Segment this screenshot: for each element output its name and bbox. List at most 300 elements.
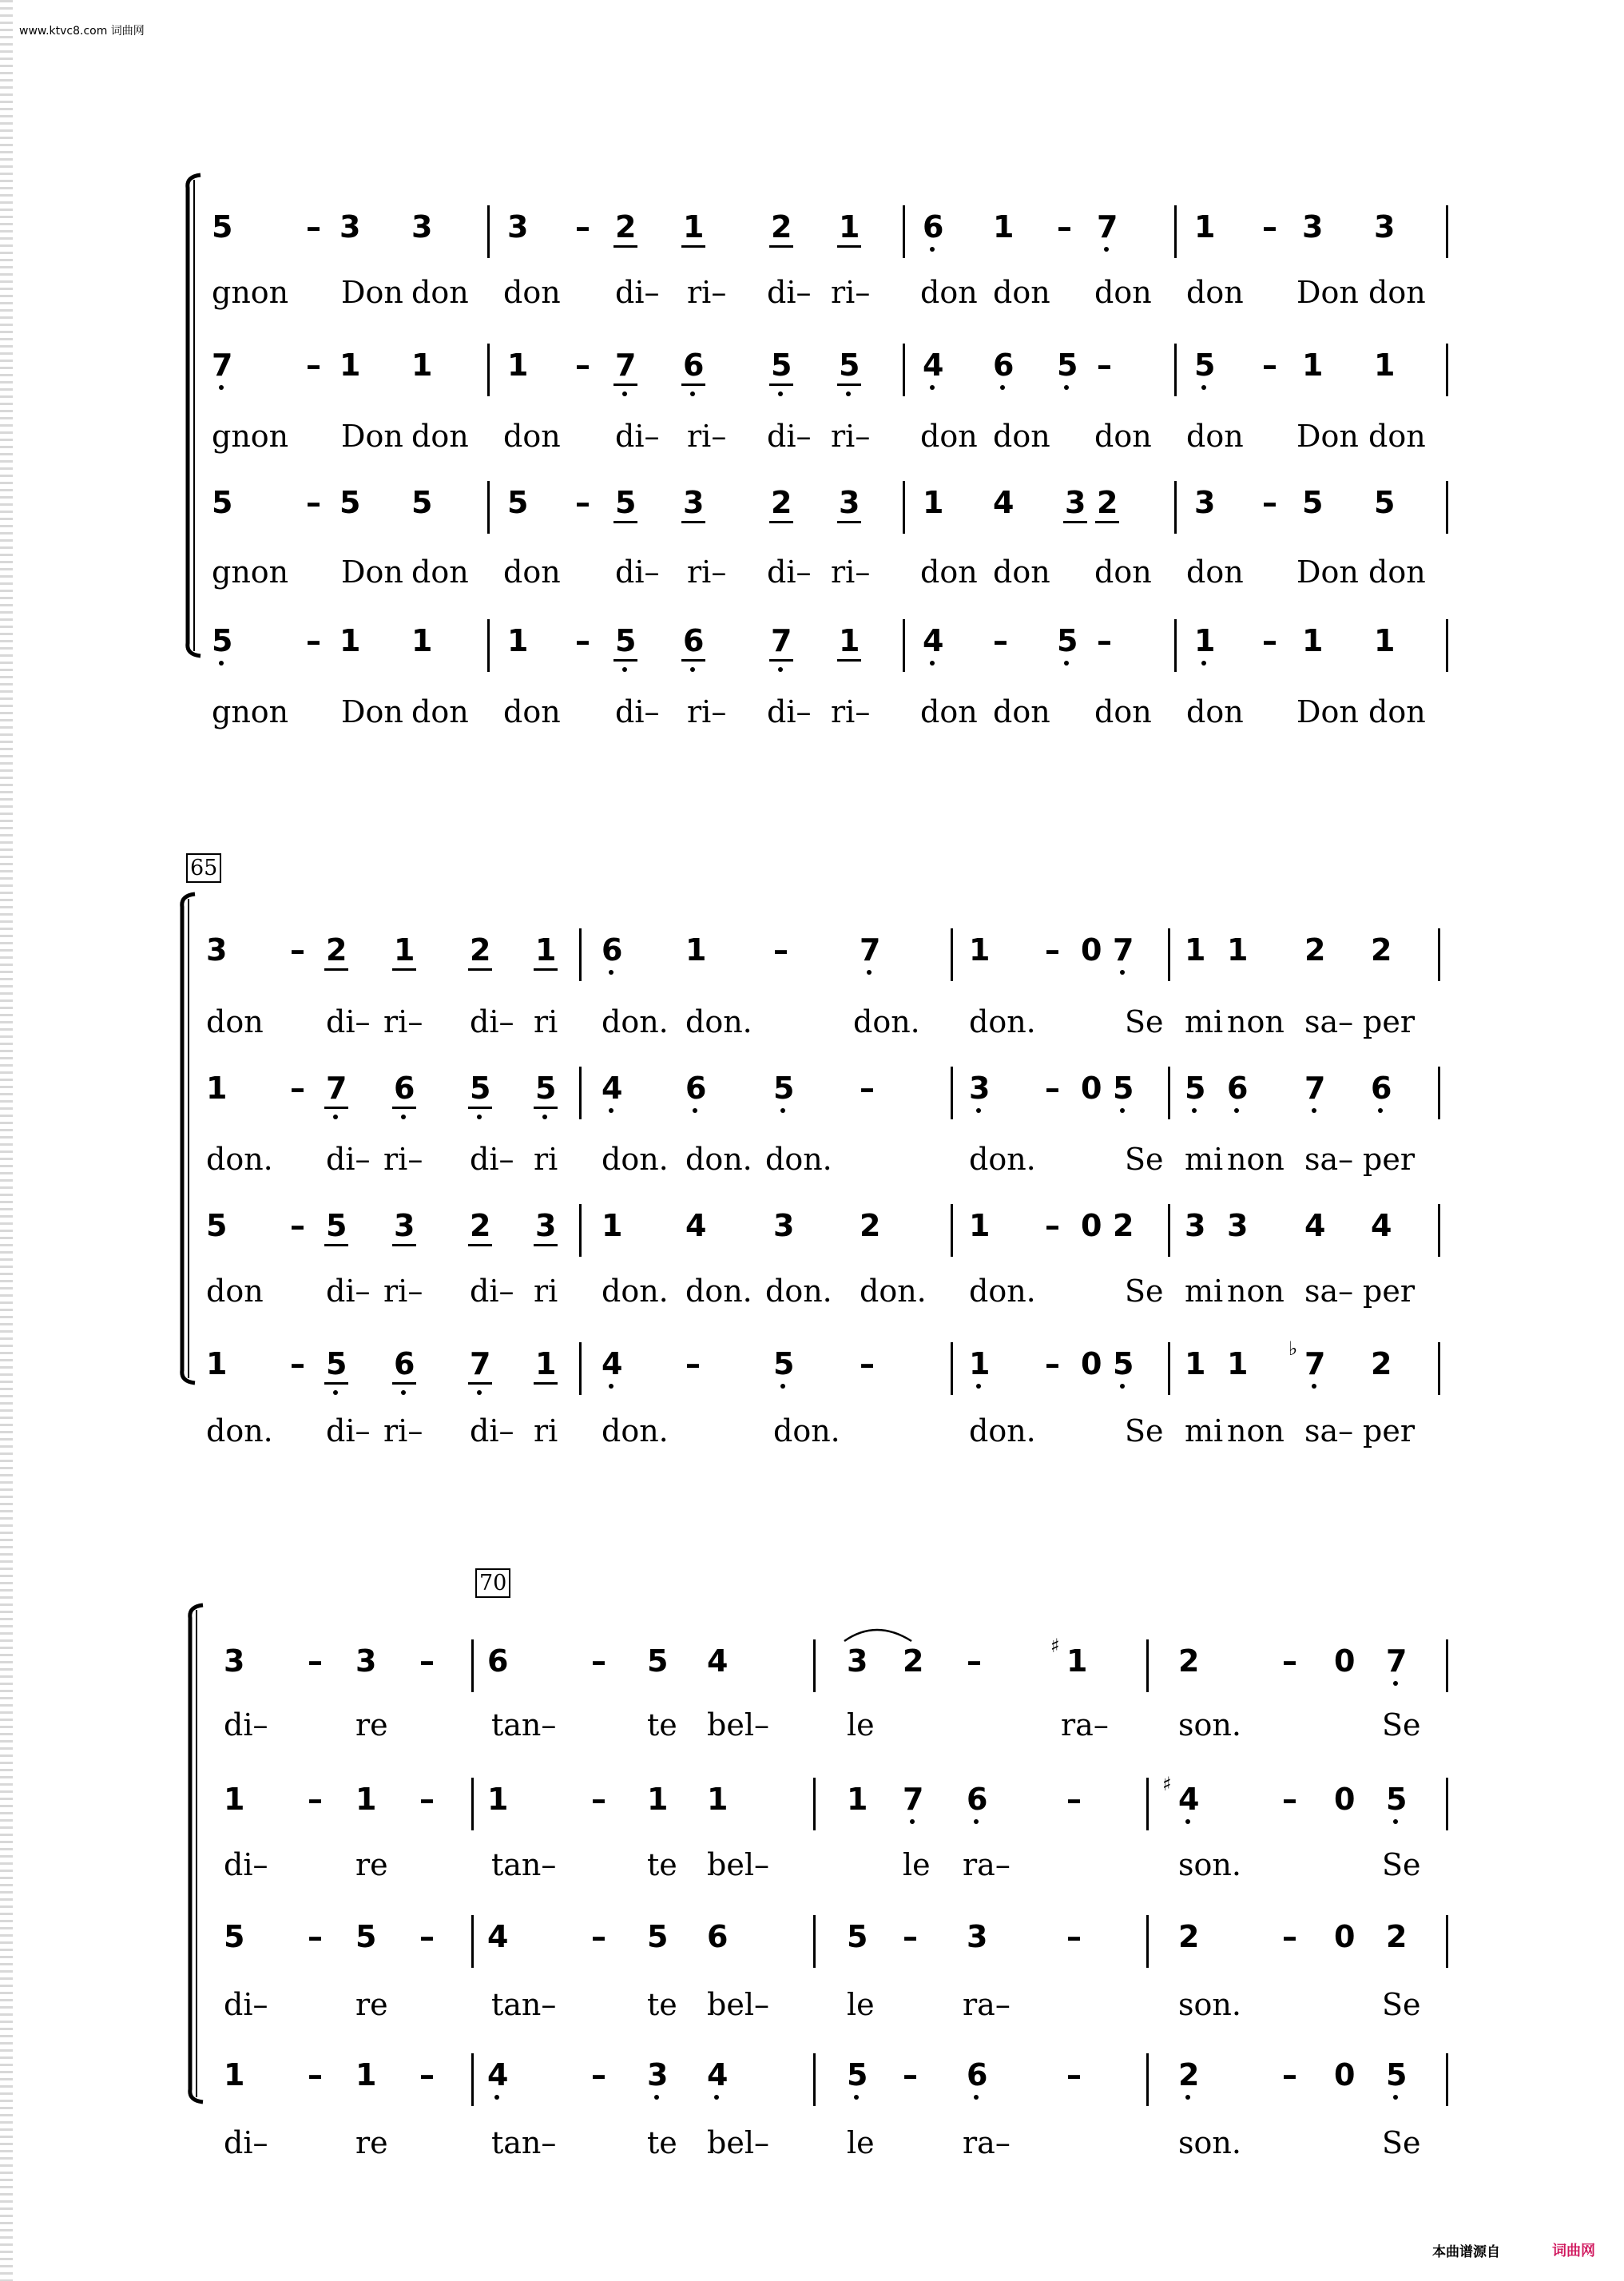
note: 5 [355, 1919, 377, 1954]
lower-octave-dot [1234, 1108, 1239, 1113]
lyric: don [1094, 419, 1152, 454]
note: – [591, 1643, 606, 1679]
note: 0 [1334, 1782, 1356, 1817]
note: 1 [993, 209, 1015, 244]
lyric: ri [534, 1274, 558, 1309]
lyric: don [1186, 275, 1244, 310]
note: 1 [969, 1346, 991, 1381]
note: – [1097, 348, 1112, 383]
note: – [1066, 1782, 1082, 1817]
note: 0 [1334, 2057, 1356, 2092]
lyric: sa– [1304, 1274, 1354, 1309]
note: 4 [1304, 1208, 1326, 1243]
lower-octave-dot [609, 970, 613, 975]
lyric: don. [860, 1274, 927, 1309]
lyric: te [647, 1707, 677, 1743]
note: 7 [1304, 1346, 1326, 1381]
note: 5 [206, 1208, 228, 1243]
lyric: Don [341, 419, 403, 454]
lyric: Se [1382, 2125, 1421, 2160]
note: – [1282, 1643, 1297, 1679]
lyric: don [920, 275, 978, 310]
barline [1168, 1067, 1170, 1119]
note: – [575, 485, 590, 520]
lyric: di– [767, 275, 812, 310]
lyric: te [647, 2125, 677, 2160]
lower-octave-dot [974, 1819, 979, 1824]
lyric: bel– [707, 2125, 769, 2160]
note: 1 [683, 209, 705, 244]
note: 7 [1386, 1643, 1408, 1679]
note: 5 [647, 1919, 669, 1954]
barline [487, 344, 490, 396]
note: 1 [1227, 1346, 1249, 1381]
note: 5 [339, 485, 361, 520]
lyric: di– [470, 1142, 514, 1177]
note: 3 [683, 485, 705, 520]
lower-octave-dot [930, 661, 935, 666]
lyric: ri– [383, 1274, 423, 1309]
underline [681, 521, 705, 523]
note: 5 [771, 348, 792, 383]
lyric: ra– [1061, 1707, 1109, 1743]
note: 5 [212, 209, 233, 244]
note: 2 [1178, 2057, 1200, 2092]
lower-octave-dot [622, 391, 627, 396]
note: 6 [683, 623, 705, 658]
note: 5 [1386, 2057, 1408, 2092]
note: – [1066, 1919, 1082, 1954]
underline [468, 1107, 492, 1109]
note: 4 [707, 2057, 729, 2092]
lyric: Se [1125, 1413, 1164, 1448]
lower-octave-dot [1120, 1384, 1125, 1389]
note: 3 [394, 1208, 415, 1243]
lyric: di– [615, 275, 660, 310]
lyric: don [993, 419, 1050, 454]
lower-octave-dot [401, 1390, 406, 1395]
lyric: don [920, 554, 978, 590]
lyric: ri– [831, 419, 871, 454]
lyric: di– [615, 554, 660, 590]
lyric: son. [1178, 2125, 1241, 2160]
lyric: don [993, 694, 1050, 729]
note: – [419, 1919, 435, 1954]
lower-octave-dot [1393, 1819, 1398, 1824]
note: 5 [1057, 348, 1078, 383]
note: – [1262, 209, 1277, 244]
lyric: re [355, 1847, 388, 1882]
barline [1168, 928, 1170, 981]
lower-octave-dot [1201, 661, 1206, 666]
note: 3 [1227, 1208, 1249, 1243]
note: 5 [847, 1919, 868, 1954]
lyric: re [355, 1707, 388, 1743]
lyric: ri [534, 1413, 558, 1448]
lyric: sa– [1304, 1413, 1354, 1448]
lower-octave-dot [1201, 385, 1206, 390]
barline [903, 481, 905, 534]
note: 4 [602, 1346, 623, 1381]
lyric: di– [615, 419, 660, 454]
lyric: don [503, 554, 561, 590]
note: 6 [685, 1071, 707, 1106]
note: 5 [615, 485, 637, 520]
page-edge-strip [0, 0, 13, 2281]
barline [813, 1915, 816, 1968]
lyric: don. [206, 1142, 273, 1177]
note: 1 [206, 1346, 228, 1381]
lyric: te [647, 1987, 677, 2022]
underline [837, 659, 861, 662]
note: 5 [773, 1346, 795, 1381]
note: 1 [647, 1782, 669, 1817]
underline [837, 521, 861, 523]
lyric: don [920, 694, 978, 729]
note: 6 [487, 1643, 509, 1679]
underline [613, 245, 637, 248]
note: – [419, 1782, 435, 1817]
measure-number: 65 [186, 853, 221, 883]
note: – [1282, 2057, 1297, 2092]
lyric: di– [470, 1274, 514, 1309]
lyric: don [1186, 694, 1244, 729]
note: 5 [647, 1643, 669, 1679]
note: 5 [326, 1346, 347, 1381]
note: 2 [1178, 1643, 1200, 1679]
barline [1446, 481, 1448, 534]
underline [468, 1382, 492, 1385]
note: 3 [773, 1208, 795, 1243]
lyric: Se [1382, 1847, 1421, 1882]
barline [1446, 205, 1448, 258]
underline [534, 968, 558, 971]
barline [1174, 344, 1177, 396]
lyric: sa– [1304, 1142, 1354, 1177]
underline [392, 1107, 416, 1109]
lyric: gnon [212, 419, 289, 454]
lower-octave-dot [477, 1115, 482, 1119]
system-bracket [182, 1602, 206, 2105]
note: – [591, 1782, 606, 1817]
note: 6 [967, 1782, 988, 1817]
note: – [419, 2057, 435, 2092]
note: 5 [773, 1071, 795, 1106]
lyric: don. [969, 1413, 1036, 1448]
barline [813, 2053, 816, 2106]
note: 1 [224, 1782, 245, 1817]
note: – [903, 1919, 918, 1954]
lower-octave-dot [1312, 1108, 1316, 1113]
lyric: don. [602, 1413, 669, 1448]
lyric: mi [1185, 1142, 1224, 1177]
lyric: Don [1296, 419, 1359, 454]
note: 2 [1386, 1919, 1408, 1954]
note: 4 [923, 623, 944, 658]
lyric: mi [1185, 1413, 1224, 1448]
note: – [1045, 932, 1060, 968]
lower-octave-dot [401, 1115, 406, 1119]
lower-octave-dot [654, 2095, 659, 2100]
underline [769, 245, 793, 248]
lower-octave-dot [780, 1384, 785, 1389]
footer-source-text: 本曲谱源自 [1432, 2244, 1500, 2260]
barline [487, 205, 490, 258]
underline [837, 245, 861, 248]
lyric: don [206, 1274, 264, 1309]
lyric: di– [326, 1004, 371, 1039]
barline [471, 1639, 474, 1692]
note: 0 [1334, 1919, 1356, 1954]
underline [324, 968, 348, 971]
lyric: don [503, 694, 561, 729]
underline [324, 1382, 348, 1385]
barline [471, 1915, 474, 1968]
lower-octave-dot [846, 391, 851, 396]
note: 1 [969, 932, 991, 968]
lyric: ri– [687, 419, 727, 454]
lyric: non [1227, 1413, 1285, 1448]
note: 1 [602, 1208, 623, 1243]
note: 4 [685, 1208, 707, 1243]
underline [324, 1244, 348, 1246]
note: 7 [326, 1071, 347, 1106]
lyric: don. [969, 1142, 1036, 1177]
note: 0 [1081, 1346, 1102, 1381]
note: – [308, 1919, 323, 1954]
note: – [308, 2057, 323, 2092]
lyric: Se [1125, 1274, 1164, 1309]
note: 6 [1227, 1071, 1249, 1106]
lower-octave-dot [1393, 1681, 1398, 1686]
lyric: ri [534, 1142, 558, 1177]
note: – [591, 1919, 606, 1954]
note: – [306, 623, 321, 658]
note: 1 [339, 348, 361, 383]
lower-octave-dot [219, 661, 224, 666]
lyric: don. [969, 1274, 1036, 1309]
note: 3 [1302, 209, 1324, 244]
note: 7 [212, 348, 233, 383]
note: 1 [1302, 623, 1324, 658]
note: 3 [1374, 209, 1396, 244]
note: 1 [411, 623, 433, 658]
note: 0 [1081, 1071, 1102, 1106]
note: – [575, 348, 590, 383]
lower-octave-dot [854, 2095, 859, 2100]
barline [1174, 205, 1177, 258]
lyric: per [1363, 1004, 1415, 1039]
note: 3 [969, 1071, 991, 1106]
note: 6 [394, 1071, 415, 1106]
underline [468, 968, 492, 971]
note: 6 [707, 1919, 729, 1954]
note: 1 [685, 932, 707, 968]
lower-octave-dot [690, 667, 695, 672]
barline [903, 344, 905, 396]
barline [487, 619, 490, 672]
barline [813, 1778, 816, 1830]
lower-octave-dot [778, 667, 783, 672]
note: 2 [1304, 932, 1326, 968]
site-header: www.ktvc8.com 词曲网 [19, 25, 145, 38]
lyric: ri– [831, 275, 871, 310]
lyric: bel– [707, 1987, 769, 2022]
barline [579, 1204, 582, 1257]
note: – [290, 1208, 305, 1243]
note: 1 [355, 2057, 377, 2092]
note: 1 [1374, 623, 1396, 658]
lyric: sa– [1304, 1004, 1354, 1039]
note: 5 [411, 485, 433, 520]
lyric: Se [1382, 1987, 1421, 2022]
note: – [860, 1346, 875, 1381]
note: 5 [1194, 348, 1216, 383]
note: 7 [470, 1346, 491, 1381]
underline [392, 1382, 416, 1385]
underline [392, 1244, 416, 1246]
note: – [993, 623, 1008, 658]
note: 5 [212, 485, 233, 520]
lyric: don [1368, 419, 1426, 454]
lyric: di– [470, 1004, 514, 1039]
underline [613, 521, 637, 523]
note: 1 [206, 1071, 228, 1106]
lower-octave-dot [1192, 1108, 1197, 1113]
note: 7 [615, 348, 637, 383]
note: – [575, 209, 590, 244]
note: 3 [206, 932, 228, 968]
lyric: ri– [831, 554, 871, 590]
note: 4 [993, 485, 1015, 520]
underline [534, 1244, 558, 1246]
lyric: don. [765, 1142, 832, 1177]
lyric: Don [1296, 554, 1359, 590]
note: – [290, 1346, 305, 1381]
lyric: son. [1178, 1707, 1241, 1743]
lyric: don [503, 275, 561, 310]
note: 3 [339, 209, 361, 244]
lyric: per [1363, 1142, 1415, 1177]
note: 6 [683, 348, 705, 383]
lower-octave-dot [1185, 1819, 1190, 1824]
measure-number: 70 [475, 1568, 510, 1598]
note: 0 [1334, 1643, 1356, 1679]
note: 4 [602, 1071, 623, 1106]
lyric: don. [602, 1004, 669, 1039]
lower-octave-dot [690, 391, 695, 396]
note: 1 [839, 209, 860, 244]
lyric: per [1363, 1274, 1415, 1309]
note: 1 [355, 1782, 377, 1817]
barline [1446, 1639, 1448, 1692]
note: – [860, 1071, 875, 1106]
note: – [903, 2057, 918, 2092]
note: – [685, 1346, 701, 1381]
barline [471, 2053, 474, 2106]
lyric: don [411, 554, 469, 590]
lyric: don [1368, 694, 1426, 729]
note: – [967, 1643, 982, 1679]
lower-octave-dot [1378, 1108, 1383, 1113]
note: 1 [1302, 348, 1324, 383]
lyric: tan– [491, 1847, 557, 1882]
note: – [1057, 209, 1072, 244]
note: 5 [470, 1071, 491, 1106]
note: 3 [967, 1919, 988, 1954]
lower-octave-dot [867, 970, 872, 975]
barline [1446, 344, 1448, 396]
note: 3 [847, 1643, 868, 1679]
lower-octave-dot [780, 1108, 785, 1113]
lyric: don. [853, 1004, 920, 1039]
barline [813, 1639, 816, 1692]
note: 1 [394, 932, 415, 968]
barline [1446, 1915, 1448, 1968]
note: 3 [224, 1643, 245, 1679]
note: – [306, 348, 321, 383]
barline [1168, 1204, 1170, 1257]
lyric: don [1368, 554, 1426, 590]
lyric: Don [1296, 694, 1359, 729]
lyric: don [1094, 275, 1152, 310]
barline [1146, 1778, 1149, 1830]
underline [1095, 521, 1119, 523]
lower-octave-dot [778, 391, 783, 396]
barline [951, 1204, 953, 1257]
lyric: ri– [383, 1004, 423, 1039]
note: 6 [1371, 1071, 1392, 1106]
note: 5 [535, 1071, 557, 1106]
note: 1 [1194, 209, 1216, 244]
note: 1 [1194, 623, 1216, 658]
note: 1 [1374, 348, 1396, 383]
note: 1 [1185, 1346, 1206, 1381]
barline [1438, 928, 1440, 981]
note: – [308, 1643, 323, 1679]
note: – [1045, 1208, 1060, 1243]
lyric: re [355, 2125, 388, 2160]
lyric: don [993, 554, 1050, 590]
lyric: di– [767, 554, 812, 590]
note: 1 [923, 485, 944, 520]
note: 1 [487, 1782, 509, 1817]
underline [769, 659, 793, 662]
note: 1 [411, 348, 433, 383]
note: – [575, 623, 590, 658]
lower-octave-dot [477, 1390, 482, 1395]
lyric: don [411, 694, 469, 729]
lower-octave-dot [333, 1390, 338, 1395]
underline [613, 659, 637, 662]
note: 5 [615, 623, 637, 658]
lyric: per [1363, 1413, 1415, 1448]
barline [951, 1342, 953, 1395]
underline [324, 1107, 348, 1109]
note: 1 [535, 932, 557, 968]
note: 6 [602, 932, 623, 968]
note: – [306, 485, 321, 520]
note: 7 [860, 932, 881, 968]
lyric: di– [224, 1707, 268, 1743]
lyric: don. [685, 1142, 752, 1177]
lower-octave-dot [930, 385, 935, 390]
note: 5 [1057, 623, 1078, 658]
note: 3 [1065, 485, 1086, 520]
lyric: Se [1125, 1142, 1164, 1177]
barline [1174, 619, 1177, 672]
lower-octave-dot [976, 1384, 981, 1389]
